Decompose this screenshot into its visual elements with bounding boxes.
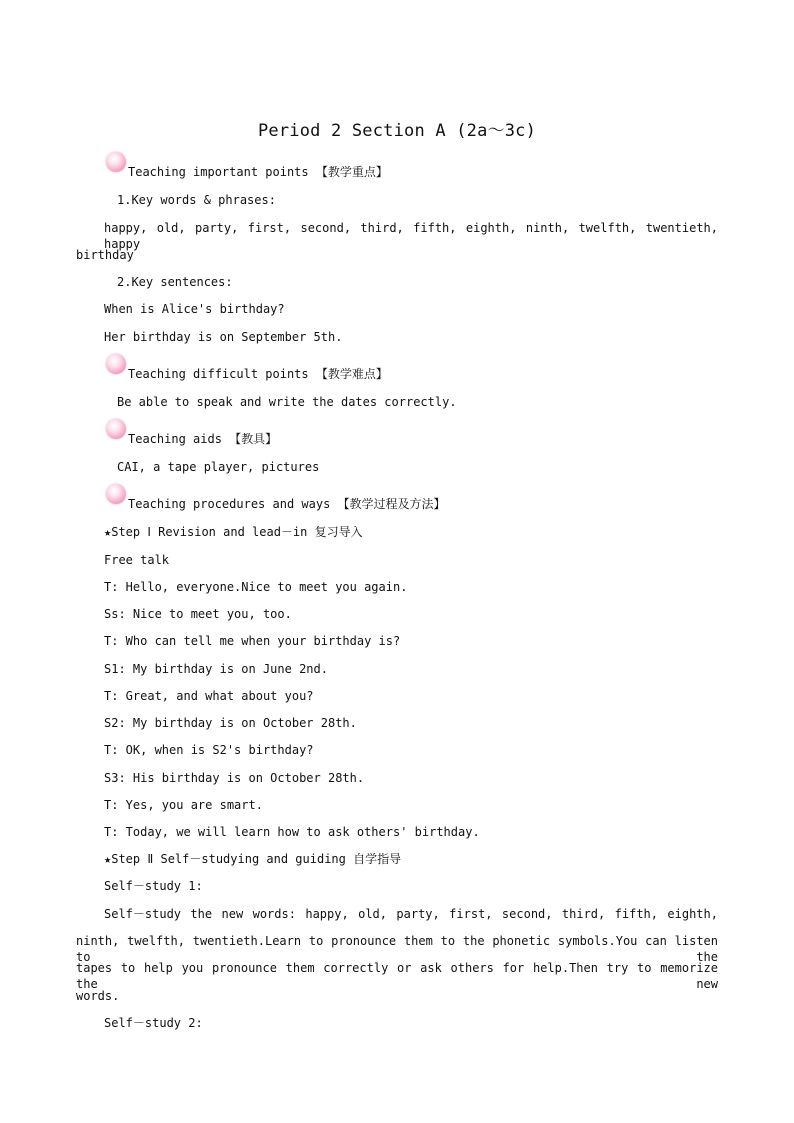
key-words-label: 1.Key words & phrases:: [117, 193, 276, 207]
section-heading-aids: Teaching aids 【教具】: [128, 432, 278, 446]
page-title: Period 2 Section A (2a～3c): [257, 121, 537, 141]
dialogue-line: T: Who can tell me when your birthday is?: [104, 634, 401, 648]
free-talk-label: Free talk: [104, 553, 170, 567]
dialogue-line: S1: My birthday is on June 2nd.: [104, 662, 328, 676]
section-heading-important: Teaching important points 【教学重点】: [128, 165, 388, 179]
key-sentences-label: 2.Key sentences:: [117, 275, 233, 289]
dialogue-line: S2: My birthday is on October 28th.: [104, 716, 357, 730]
key-words-line-1: happy, old, party, first, second, third, fifth, eighth, ninth, twelfth, twentieth, happy: [104, 221, 718, 251]
dialogue-line: T: Hello, everyone.Nice to meet you again.: [104, 580, 408, 594]
dialogue-line: T: Yes, you are smart.: [104, 798, 263, 812]
difficult-text: Be able to speak and write the dates correctly.: [117, 395, 457, 409]
self-study-1-line-1: Self－study the new words: happy, old, party, first, second, third, fifth, eighth,: [104, 907, 718, 921]
aids-text: CAI, a tape player, pictures: [117, 460, 320, 474]
self-study-1-label: Self－study 1:: [104, 879, 203, 893]
step-1-heading: ★Step Ⅰ Revision and lead－in 复习导入: [104, 525, 363, 539]
pink-ball-icon: [106, 152, 126, 172]
key-words-line-2: birthday: [76, 248, 134, 262]
key-sentence-1: When is Alice's birthday?: [104, 302, 285, 316]
pink-ball-icon: [106, 419, 126, 439]
step-2-heading: ★Step Ⅱ Self－studying and guiding 自学指导: [104, 852, 402, 866]
pink-ball-icon: [106, 484, 126, 504]
dialogue-line: T: Great, and what about you?: [104, 689, 314, 703]
dialogue-line: T: OK, when is S2's birthday?: [104, 743, 314, 757]
self-study-1-line-3: tapes to help you pronounce them correctly or ask others for help.Then try to memorize the new: [76, 961, 718, 991]
self-study-2-label: Self－study 2:: [104, 1016, 203, 1030]
pink-ball-icon: [106, 354, 126, 374]
section-heading-difficult: Teaching difficult points 【教学难点】: [128, 367, 388, 381]
dialogue-line: T: Today, we will learn how to ask others' birthday.: [104, 825, 480, 839]
dialogue-line: S3: His birthday is on October 28th.: [104, 771, 365, 785]
self-study-1-line-4: words.: [76, 989, 120, 1003]
section-heading-procedures: Teaching procedures and ways 【教学过程及方法】: [128, 497, 446, 511]
self-study-1-line-2: ninth, twelfth, twentieth.Learn to pronounce them to the phonetic symbols.You can listen to the: [76, 934, 718, 964]
key-sentence-2: Her birthday is on September 5th.: [104, 330, 343, 344]
dialogue-line: Ss: Nice to meet you, too.: [104, 607, 292, 621]
